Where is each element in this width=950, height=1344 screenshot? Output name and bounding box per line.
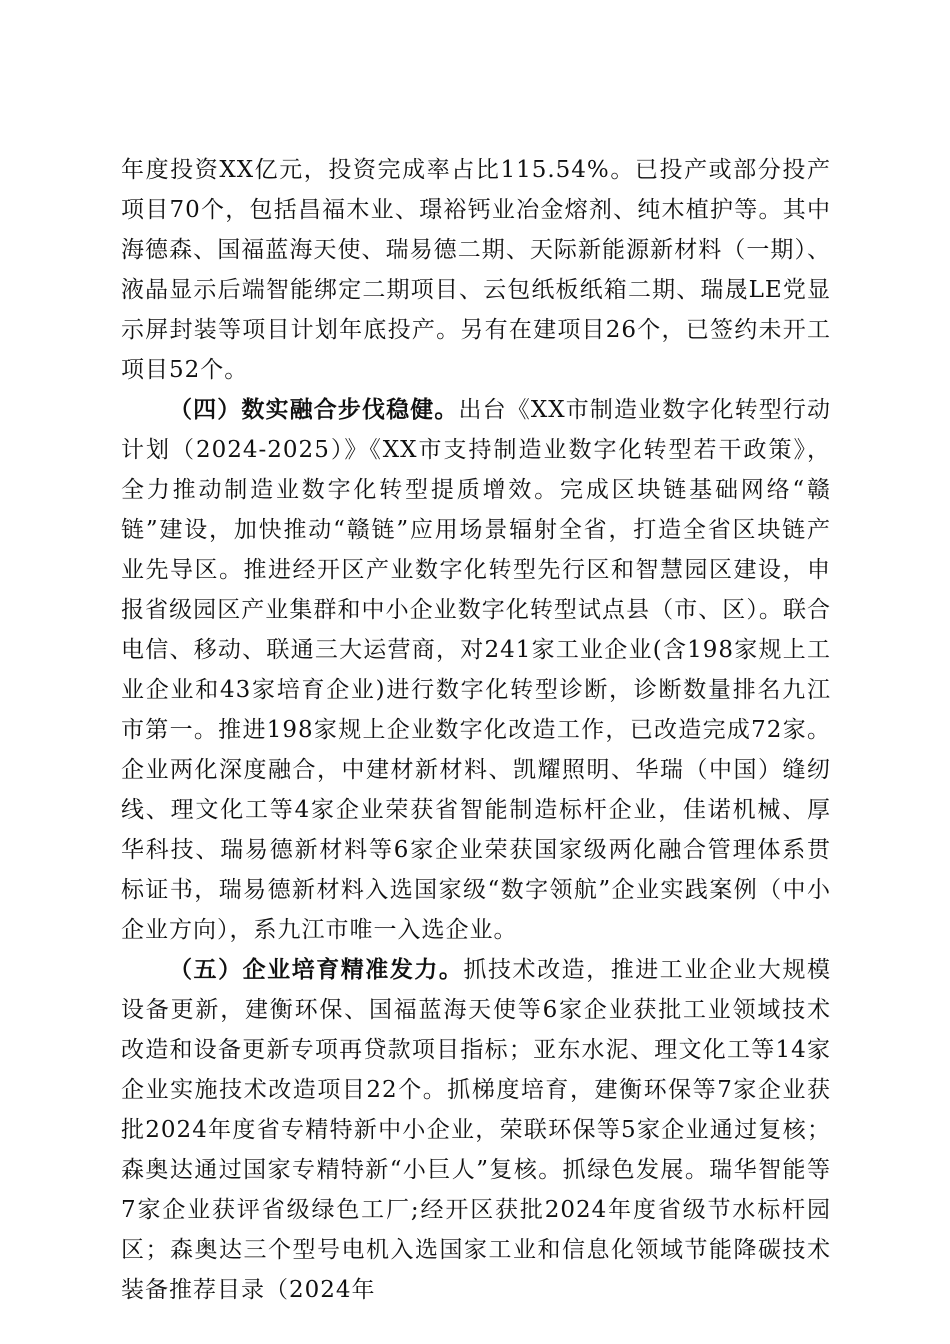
paragraph-digital-text: 出台《XX市制造业数字化转型行动计划（2024-2025）》《XX市支持制造业数字化转型若干政策》，全力推动制造业数字化转型提质增效。完成区块链基础网络“赣链”建设，加快推动“赣链”应用场景辐射全省，打造全省区块链产业先导区。推进经开区产业数字化转型先行区和智慧园区建设，申报省级园区产业集群和中小企业数字化转型试点县（市、区）。联合电信、移动、联通三大运营商，对241家工业企业(含198家规上工业企业和43家培育企业)进行数字化转型诊断，诊断数量排名九江市第一。推进198家规上企业数字化改造工作，已改造完成72家。企业两化深度融合，中建材新材料、凯耀照明、华瑞（中国）缝纫线、理文化工等4家企业荣获省智能制造标杆企业，佳诺机械、厚华科技、瑞易德新材料等6家企业荣获国家级两化融合管理体系贯标证书，瑞易德新材料入选国家级“数字领航”企业实践案例（中小企业方向），系九江市唯一入选企业。 <box>121 397 831 943</box>
paragraph-digital-integration <box>121 390 831 950</box>
section-heading-cultivation: （五）企业培育精准发力。 <box>169 956 464 983</box>
paragraph-enterprise-cultivation <box>121 950 831 1310</box>
paragraph-cultivation-text: 抓技术改造，推进工业企业大规模设备更新，建衡环保、国福蓝海天使等6家企业获批工业领域技术改造和设备更新专项再贷款项目指标；亚东水泥、理文化工等14家企业实施技术改造项目22个。抓梯度培育，建衡环保等7家企业获批2024年度省专精特新中小企业，荣联环保等5家企业通过复核；森奥达通过国家专精特新“小巨人”复核。抓绿色发展。瑞华智能等7家企业获评省级绿色工厂;经开区获批2024年度省级节水标杆园区；森奥达三个型号电机入选国家工业和信息化领域节能降碳技术装备推荐目录（2024年 <box>121 957 832 1303</box>
paragraph-investment-text: 年度投资XX亿元，投资完成率占比115.54%。已投产或部分投产项目70个，包括昌福木业、璟裕钙业冶金熔剂、纯木植护等。其中海德森、国福蓝海天使、瑞易德二期、天际新能源新材料（一期）、液晶显示后端智能绑定二期项目、云包纸板纸箱二期、瑞晟LE党显示屏封装等项目计划年底投产。另有在建项目26个，已签约未开工项目52个。 <box>121 157 831 383</box>
paragraph-investment <box>121 150 831 390</box>
body-text <box>121 150 831 1310</box>
section-heading-digital: （四）数实融合步伐稳健。 <box>169 396 459 423</box>
